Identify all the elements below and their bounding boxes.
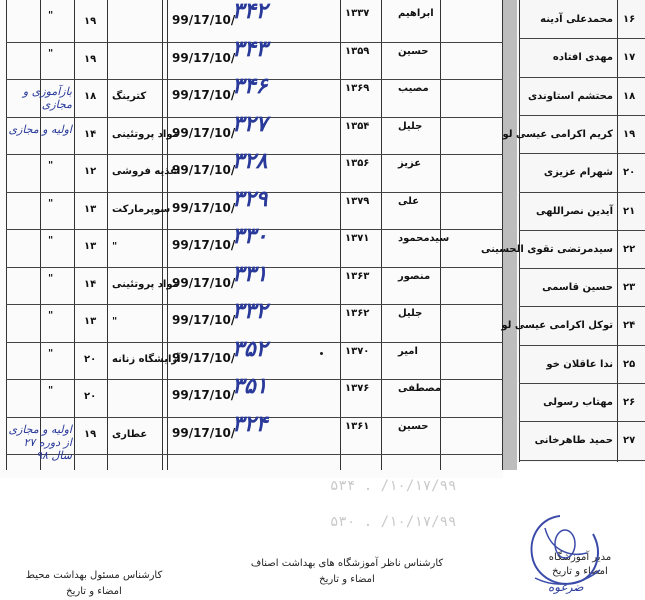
row-separator	[6, 454, 503, 455]
row-separator	[519, 192, 645, 193]
job-cell: عطاری	[112, 428, 148, 440]
footer-env-health-title: کارشناس مسئول بهداشت محیط	[25, 570, 163, 581]
footer-supervisor-sub: امضاء و تاریخ	[319, 574, 375, 585]
certificate-number-cell: ۳۲۸	[232, 149, 268, 174]
birth-year-cell: ۱۳۳۷	[345, 8, 370, 19]
grade-cell: ۱۳	[84, 203, 97, 215]
job-cell: آرایشگاه زنانه	[112, 353, 181, 365]
footer-manager-sub: امضاء و تاریخ	[552, 566, 608, 577]
date-cell: 99/17/10/	[172, 88, 236, 102]
grade-cell: ۱۹	[84, 53, 97, 65]
row-number: ۲۵	[623, 358, 636, 370]
birth-year-cell: ۱۳۶۳	[345, 270, 370, 282]
ditto-cell: "	[48, 347, 54, 359]
birth-year-cell: ۱۳۷۹	[345, 195, 370, 207]
ditto-cell: "	[48, 235, 54, 246]
father-name-cell: امیر	[398, 345, 418, 357]
row-separator	[519, 268, 645, 269]
birth-year-cell: ۱۳۷۰	[345, 345, 370, 357]
person-name: آیدین نصراللهی	[535, 205, 613, 217]
row-number: ۲۰	[623, 167, 636, 179]
certificate-number-cell: ۳۵۱	[232, 374, 268, 399]
certificate-number-cell: ۳۵۲	[232, 336, 268, 362]
names-strip	[480, 0, 645, 462]
certificate-number-cell: ۳۴۳	[232, 36, 268, 62]
birth-year-cell: ۱۳۵۹	[345, 45, 370, 57]
footer-manager-title: مدیر آموزشگاه	[548, 552, 612, 563]
person-name: محتشم استاوندی	[528, 90, 613, 102]
row-separator	[519, 115, 645, 116]
job-cell: کترینگ	[112, 91, 147, 102]
ditto-cell: "	[48, 272, 54, 284]
job-cell: اغذیه فروشی	[112, 166, 181, 177]
row-number: ۲۲	[623, 243, 636, 255]
table-row	[0, 74, 503, 117]
ditto-cell: "	[48, 310, 54, 321]
certificate-number-cell: ۳۴۶	[232, 74, 268, 99]
certificate-number-cell: ۳۴۲	[232, 0, 268, 24]
person-name: سیدمرتضی تقوی الحسینی	[480, 243, 613, 255]
table-row	[0, 0, 503, 42]
row-separator	[519, 460, 645, 461]
table-row	[0, 411, 503, 462]
grade-cell: ۱۹	[84, 428, 97, 440]
date-cell: 99/17/10/	[172, 388, 236, 402]
table-row	[0, 299, 503, 342]
table-row	[0, 374, 503, 417]
row-number: ۲۷	[623, 435, 636, 447]
date-cell: 99/17/10/	[172, 313, 236, 327]
certificate-number-cell: ۳۲۴	[232, 411, 268, 437]
ditto-cell: "	[48, 47, 54, 59]
job-cell: مواد پروتئینی	[112, 278, 179, 290]
date-cell: 99/17/10/	[172, 275, 236, 290]
footer-env-health-sub: امضاء و تاریخ	[66, 586, 122, 597]
date-cell: 99/17/10/	[172, 125, 236, 140]
row-number: ۲۴	[623, 320, 636, 332]
father-name-cell: جلیل	[398, 120, 423, 132]
grade-cell: ۱۸	[84, 91, 97, 102]
bleed-through: ۵۳۰ . /۱۰/۱۷/۹۹	[330, 514, 457, 530]
birth-year-cell: ۱۳۵۴	[345, 120, 370, 132]
row-separator	[519, 153, 645, 154]
birth-year-cell: ۱۳۷۶	[345, 383, 370, 394]
father-name-cell: جلیل	[398, 308, 423, 319]
father-name-cell: حسین	[398, 420, 429, 432]
date-cell: 99/17/10/	[172, 350, 236, 365]
person-name: مهتاب رسولی	[543, 397, 613, 408]
date-cell: 99/17/10/	[172, 425, 236, 440]
person-name: حسین قاسمی	[542, 282, 613, 294]
bleed-through: ۵۳۴ . /۱۰/۱۷/۹۹	[330, 478, 457, 494]
handwritten-note: اولیه و مجازی	[8, 122, 72, 136]
person-name: مهدی افتاده	[552, 52, 613, 64]
row-number: ۲۶	[623, 397, 636, 408]
grade-cell: ۲۰	[84, 391, 97, 402]
grade-cell: ۱۹	[84, 16, 97, 27]
birth-year-cell: ۱۳۷۱	[345, 233, 370, 244]
person-name: شهرام عزیزی	[543, 167, 613, 179]
grade-cell: ۱۳	[84, 241, 97, 252]
certificate-number-cell: ۳۲۹	[232, 186, 268, 212]
row-number: ۲۳	[623, 282, 636, 294]
certificate-number-cell: ۳۳۰	[232, 224, 268, 249]
job-cell: مواد پروتئینی	[112, 128, 179, 140]
ink-dot	[320, 352, 323, 355]
row-separator	[519, 230, 645, 231]
father-name-cell: مصیب	[398, 83, 429, 94]
job-cell: "	[112, 316, 118, 327]
row-separator	[519, 38, 645, 39]
certificate-number-cell: ۳۳۱	[232, 261, 268, 287]
row-separator	[519, 306, 645, 307]
date-cell: 99/17/10/	[172, 200, 236, 215]
row-number: ۱۷	[623, 52, 636, 64]
father-name-cell: عزیز	[398, 158, 422, 169]
person-name: توکل اکرامی عیسی لو	[501, 320, 613, 332]
date-cell: 99/17/10/	[172, 163, 236, 177]
column-line	[617, 0, 618, 462]
birth-year-cell: ۱۳۶۱	[345, 420, 370, 432]
person-name: کریم اکرامی عیسی لو	[502, 128, 613, 140]
row-number: ۱۹	[623, 128, 636, 140]
person-name: محمدعلی آدینه	[540, 14, 613, 25]
signature: ضرغوه	[548, 580, 584, 594]
birth-year-cell: ۱۳۶۹	[345, 83, 370, 94]
grade-cell: ۱۴	[84, 128, 97, 140]
ditto-cell: "	[48, 10, 54, 21]
person-name: ندا عاقلان خو	[546, 358, 613, 370]
photo-gap	[503, 0, 517, 470]
father-name-cell: منصور	[398, 270, 431, 282]
footer-supervisor-title: کارشناس ناظر آموزشگاه های بهداشت اصناف	[250, 558, 444, 569]
person-name: حمید طاهرخانی	[534, 435, 613, 447]
row-separator	[519, 77, 645, 78]
father-name-cell: علی	[398, 195, 420, 207]
ditto-cell: "	[48, 160, 54, 171]
grade-cell: ۱۳	[84, 316, 97, 327]
ditto-cell: "	[48, 197, 54, 209]
birth-year-cell: ۱۳۶۲	[345, 308, 370, 319]
row-number: ۱۶	[623, 14, 636, 25]
certificate-number-cell: ۳۲۷	[232, 111, 268, 137]
certificate-number-cell: ۳۳۲	[232, 299, 268, 324]
handwritten-note: بازآموزی و مجازی	[22, 85, 72, 111]
date-cell: 99/17/10/	[172, 13, 236, 27]
father-name-cell: حسین	[398, 45, 429, 57]
column-line	[519, 0, 520, 462]
grade-cell: ۱۲	[84, 166, 97, 177]
birth-year-cell: ۱۳۵۶	[345, 158, 370, 169]
date-cell: 99/17/10/	[172, 238, 236, 252]
grade-cell: ۲۰	[84, 353, 97, 365]
father-name-cell: سیدمحمود	[398, 233, 450, 244]
job-cell: سوپرمارکت	[112, 203, 171, 215]
row-separator	[519, 421, 645, 422]
father-name-cell: مصطفی	[398, 383, 442, 394]
job-cell: "	[112, 241, 118, 252]
date-cell: 99/17/10/	[172, 50, 236, 65]
handwritten-note: اولیه و مجازی از دوره ۲۷ سال ۹۸	[8, 422, 72, 462]
table-row	[0, 149, 503, 192]
grade-cell: ۱۴	[84, 278, 97, 290]
table-row	[0, 224, 503, 267]
row-number: ۱۸	[623, 90, 636, 102]
father-name-cell: ابراهیم	[398, 8, 434, 19]
ditto-cell: "	[48, 385, 54, 396]
row-number: ۲۱	[623, 205, 636, 217]
row-separator	[519, 345, 645, 346]
row-separator	[519, 383, 645, 384]
